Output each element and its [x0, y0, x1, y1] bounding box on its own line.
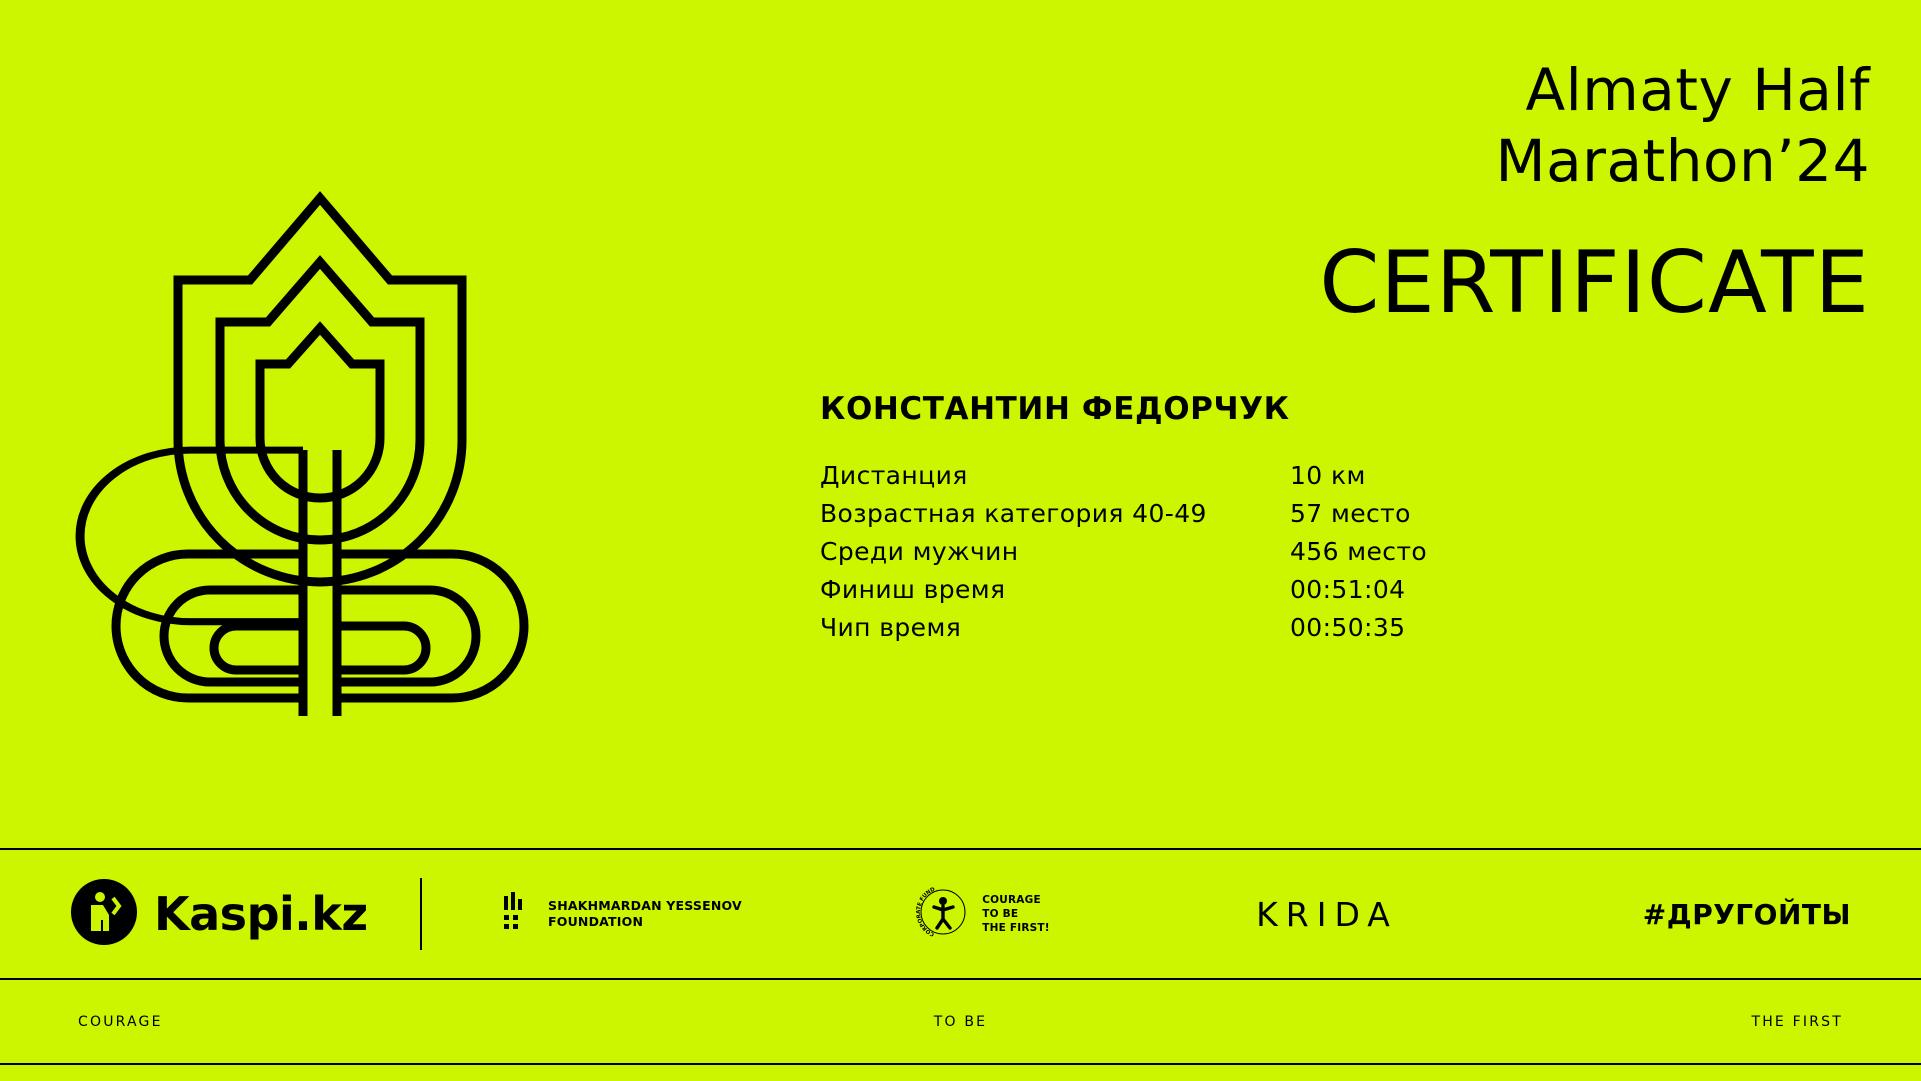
tulip-logo-icon: [60, 150, 580, 750]
yessenov-label: [548, 898, 742, 929]
sponsor-drugoity: #ДРУГОЙТЫ: [1642, 897, 1851, 931]
athlete-name: КОНСТАНТИН ФЕДОРЧУК: [820, 390, 1290, 427]
results-table: [820, 461, 1620, 642]
table-row: [820, 461, 1620, 490]
result-value: 57 место: [1290, 498, 1411, 528]
sponsor-divider: [420, 878, 422, 950]
sponsor-corporate-fund: [802, 883, 1162, 946]
result-value: 00:51:04: [1290, 574, 1406, 604]
divider-bottom: [0, 1063, 1921, 1065]
event-title-line2: Marathon’24: [1495, 126, 1870, 195]
result-value: 10 км: [1290, 460, 1366, 490]
yessenov-logo-icon: [502, 892, 536, 937]
table-row: [820, 537, 1620, 566]
corporate-line1: COURAGE: [982, 893, 1041, 906]
footer-left: COURAGE: [78, 1013, 163, 1030]
yessenov-line1: SHAKHMARDAN YESSENOV: [548, 898, 742, 914]
footer-right: THE FIRST: [1751, 1013, 1843, 1030]
corporate-line2: TO BE: [982, 907, 1019, 920]
result-label: Финиш время: [820, 574, 1006, 604]
result-value: 00:50:35: [1290, 612, 1406, 642]
table-row: [820, 499, 1620, 528]
corporate-line3: THE FIRST!: [982, 922, 1050, 935]
certificate-text-column: [800, 55, 1870, 651]
certificate-heading: CERTIFICATE: [1319, 232, 1870, 333]
sponsor-yessenov: [502, 892, 802, 937]
sponsor-bar: [0, 850, 1921, 978]
result-value: 456 место: [1290, 536, 1428, 566]
kaspi-logo-icon: [70, 878, 138, 951]
result-label: Возрастная категория 40-49: [820, 498, 1207, 528]
footer-middle: TO BE: [933, 1013, 988, 1030]
sponsor-kaspi: [0, 878, 420, 951]
footer-slogan: [0, 980, 1921, 1063]
corporate-fund-label: [982, 893, 1049, 936]
table-row: [820, 575, 1620, 604]
result-label: Чип время: [820, 612, 962, 642]
result-label: Среди мужчин: [820, 536, 1019, 566]
corporate-fund-logo-icon: [914, 883, 972, 946]
result-label: Дистанция: [820, 460, 968, 490]
table-row: [820, 613, 1620, 642]
svg-text:CORPORATE FUND: CORPORATE FUND: [916, 886, 937, 937]
yessenov-line2: FOUNDATION: [548, 914, 644, 929]
event-title-line1: Almaty Half: [1525, 56, 1870, 124]
event-title: [800, 55, 1870, 197]
sponsor-krida: KRIDA: [1256, 894, 1398, 934]
kaspi-label: Kaspi.kz: [154, 887, 368, 941]
